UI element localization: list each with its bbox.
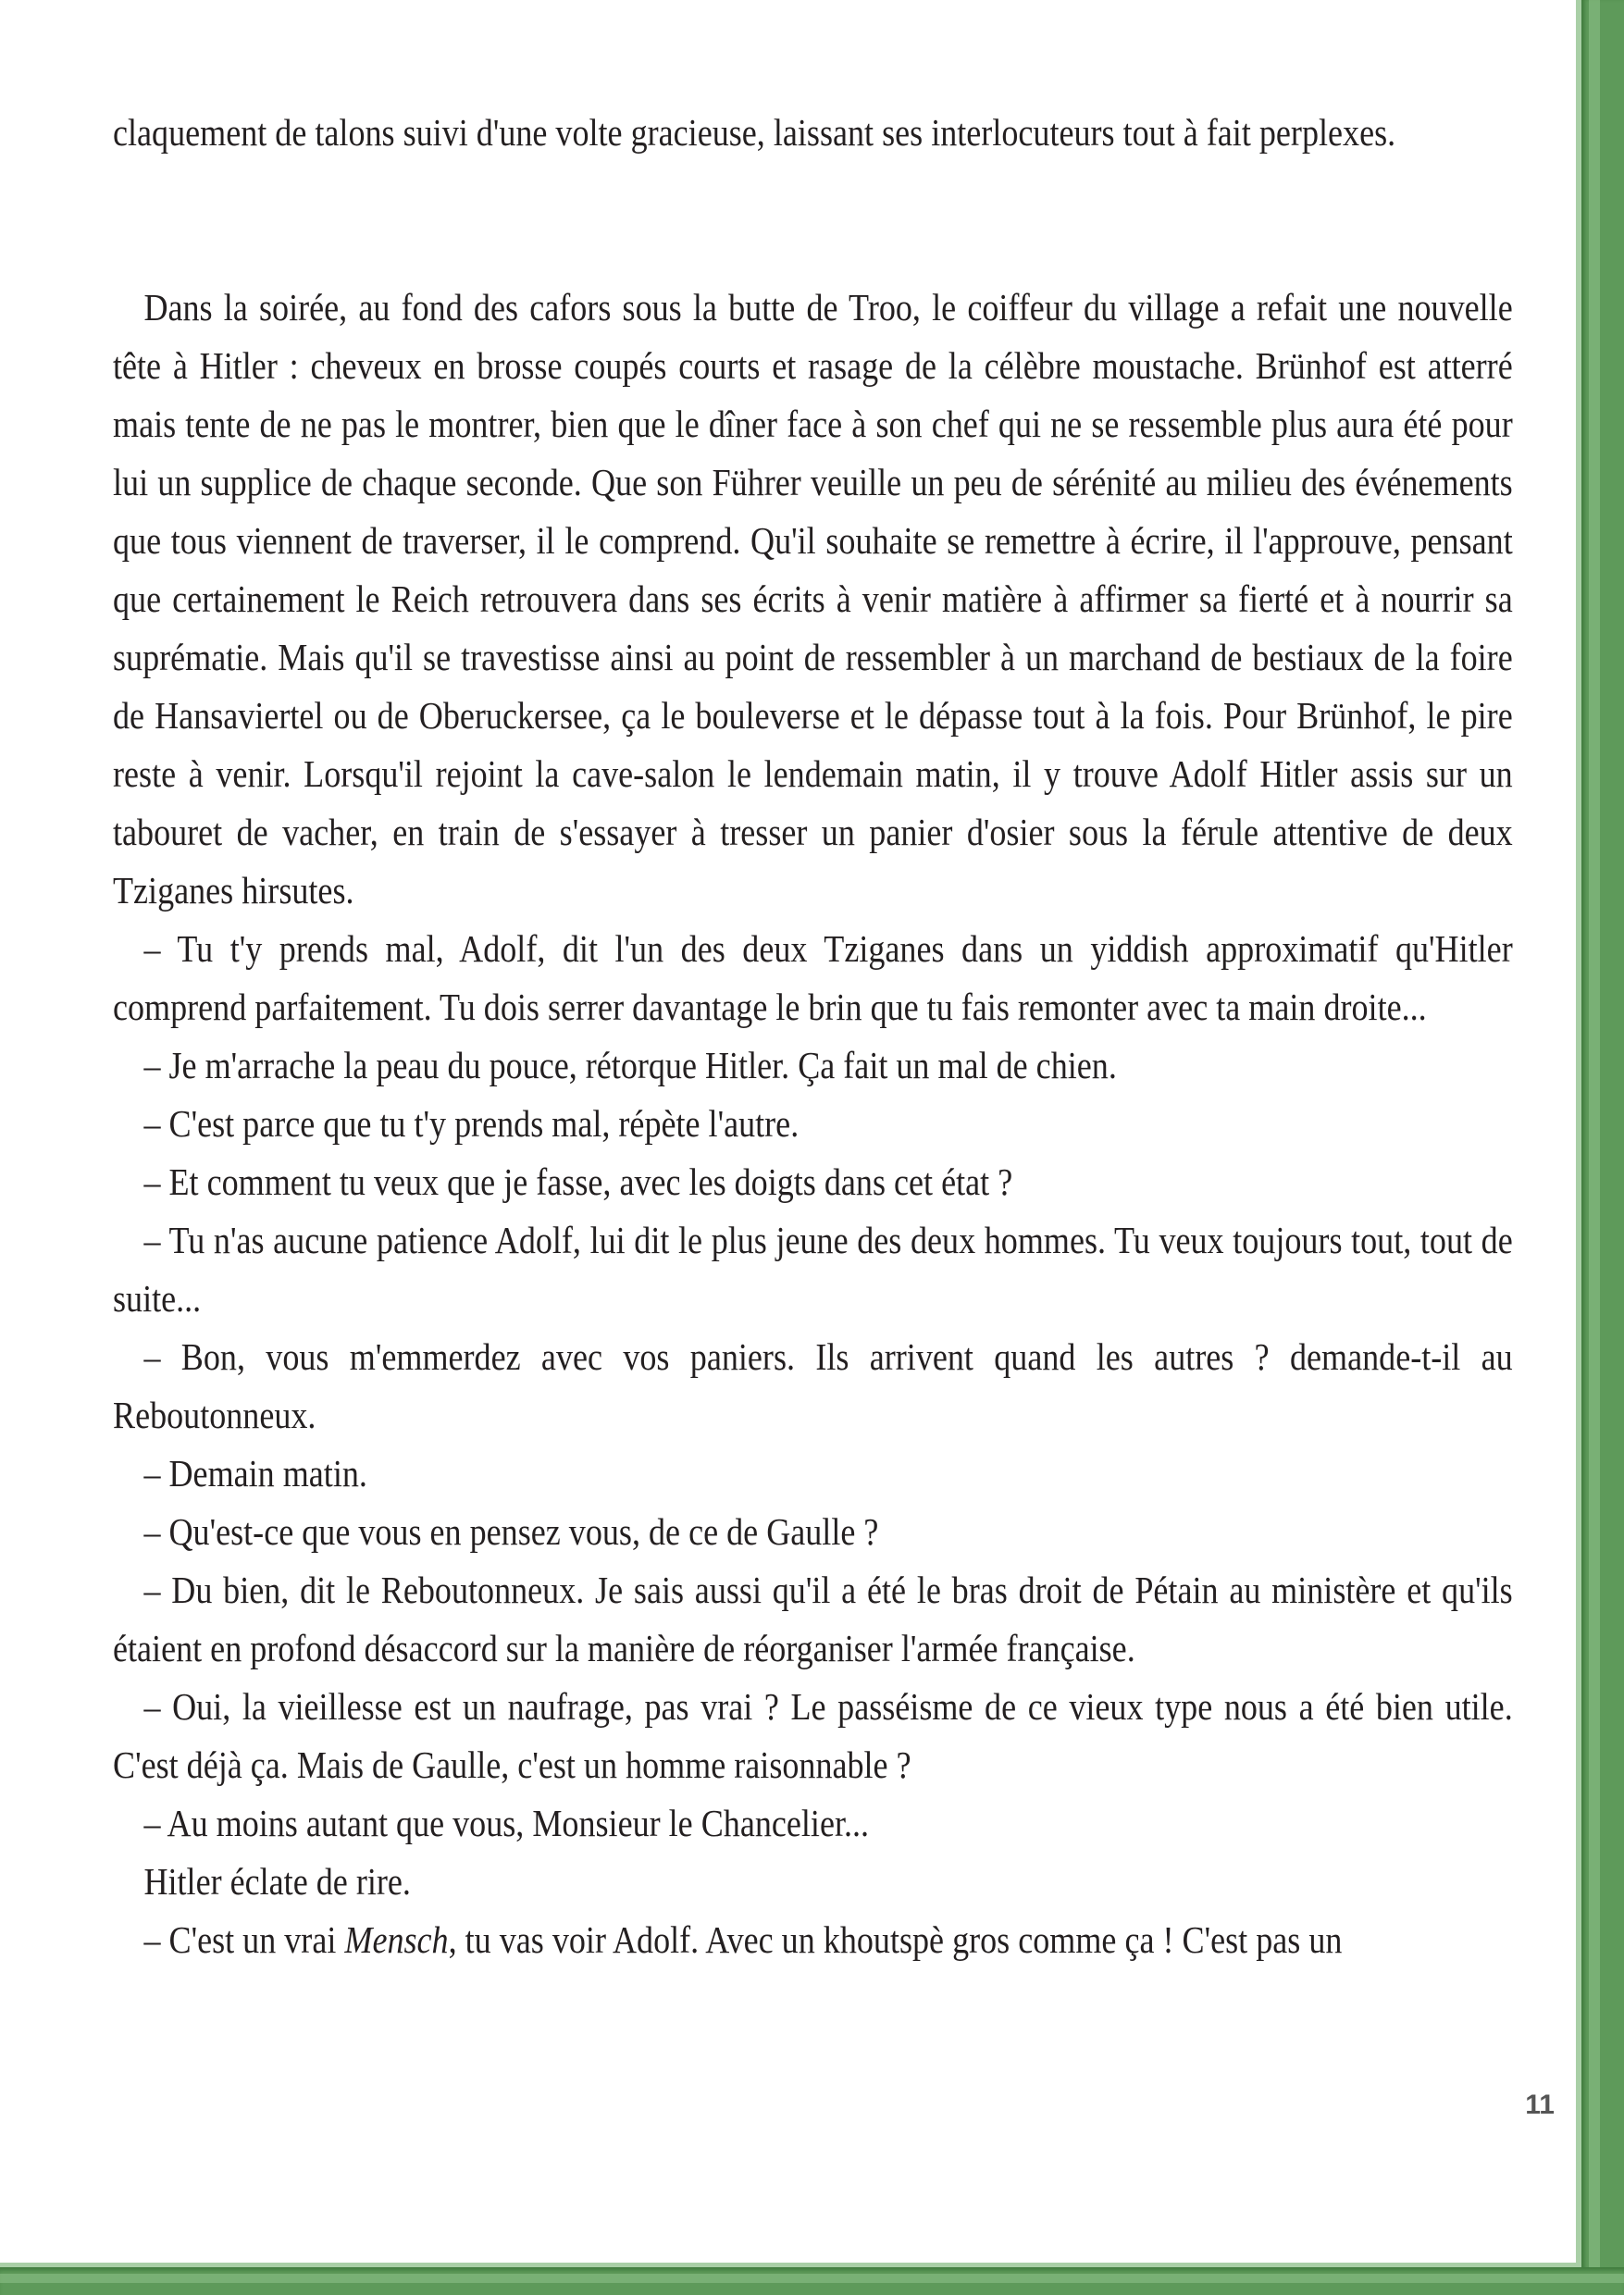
- paragraph: claquement de talons suivi d'une volte gracieuse, laissant ses interlocuteurs tout à fait perplexes.: [113, 111, 1396, 154]
- dialogue-line: – Au moins autant que vous, Monsieur le Chancelier...: [143, 1802, 870, 1844]
- paragraph: Dans la soirée, au fond des cafors sous la butte de Troo, le coiffeur du village a refait une nouvelle tête à Hitler : cheveux en brosse coupés courts et rasage de la célèbre moustache. Brünhof est atterré mais tente de ne pas le montrer, bien que le dîner face à son chef qui ne se ressemble plus aura été pour lui un supplice de chaque seconde. Que son Führer veuille un peu de sérénité au milieu des événements que tous viennent de traverser, il le comprend. Qu'il souhaite se remettre à écrire, il l'approuve, pensant que certainement le Reich retrouvera dans ses écrits à venir matière à affirmer sa fierté et à nourrir sa suprématie. Mais qu'il se travestisse ainsi au point de ressembler à un marchand de bestiaux de la foire de Hansaviertel ou de Oberuckersee, ça le bouleverse et le dépasse tout à la fois. Pour Brünhof, le pire reste à venir. Lorsqu'il rejoint la cave-salon le lendemain matin, il y trouve Adolf Hitler assis sur un tabouret de vacher, en train de s'essayer à tresser un panier d'osier sous la férule attentive de deux Tziganes hirsutes.: [113, 286, 1513, 912]
- dialogue-line: – Oui, la vieillesse est un naufrage, pas vrai ? Le passéisme de ce vieux type nous a été bien utile. C'est déjà ça. Mais de Gaulle, c'est un homme raisonnable ?: [113, 1685, 1513, 1786]
- italic-word: Mensch: [344, 1918, 449, 1961]
- dialogue-line: – Tu t'y prends mal, Adolf, dit l'un des deux Tziganes dans un yiddish approximatif qu'Hitler comprend parfaitement. Tu dois serrer davantage le brin que tu fais remonter avec ta main droite...: [113, 927, 1513, 1028]
- dialogue-line: – Bon, vous m'emmerdez avec vos paniers. Ils arrivent quand les autres ? demande-t-il au Reboutonneux.: [113, 1335, 1513, 1436]
- dialogue-text: – C'est un vrai: [143, 1918, 345, 1961]
- dialogue-line: – Qu'est-ce que vous en pensez vous, de ce de Gaulle ?: [143, 1510, 879, 1553]
- page-number: 11: [1525, 2090, 1555, 2120]
- dialogue-line: – Tu n'as aucune patience Adolf, lui dit le plus jeune des deux hommes. Tu veux toujours tout, tout de suite...: [113, 1219, 1513, 1320]
- frame-border-bottom: [0, 2267, 1624, 2295]
- dialogue-line: – Je m'arrache la peau du pouce, rétorque Hitler. Ça fait un mal de chien.: [143, 1044, 1117, 1086]
- dialogue-text: , tu vas voir Adolf. Avec un khoutspè gros comme ça ! C'est pas un: [448, 1918, 1343, 1961]
- frame-border-right: [1581, 0, 1624, 2295]
- body-text: [113, 104, 1513, 1969]
- dialogue-line: [113, 1911, 1513, 1969]
- narration-line: Hitler éclate de rire.: [143, 1860, 411, 1903]
- dialogue-line: – Du bien, dit le Reboutonneux. Je sais aussi qu'il a été le bras droit de Pétain au ministère et qu'ils étaient en profond désaccord sur la manière de réorganiser l'armée française.: [113, 1569, 1513, 1669]
- dialogue-line: – Et comment tu veux que je fasse, avec les doigts dans cet état ?: [143, 1160, 1013, 1203]
- dialogue-line: – Demain matin.: [143, 1452, 367, 1495]
- dialogue-line: – C'est parce que tu t'y prends mal, répète l'autre.: [143, 1102, 800, 1145]
